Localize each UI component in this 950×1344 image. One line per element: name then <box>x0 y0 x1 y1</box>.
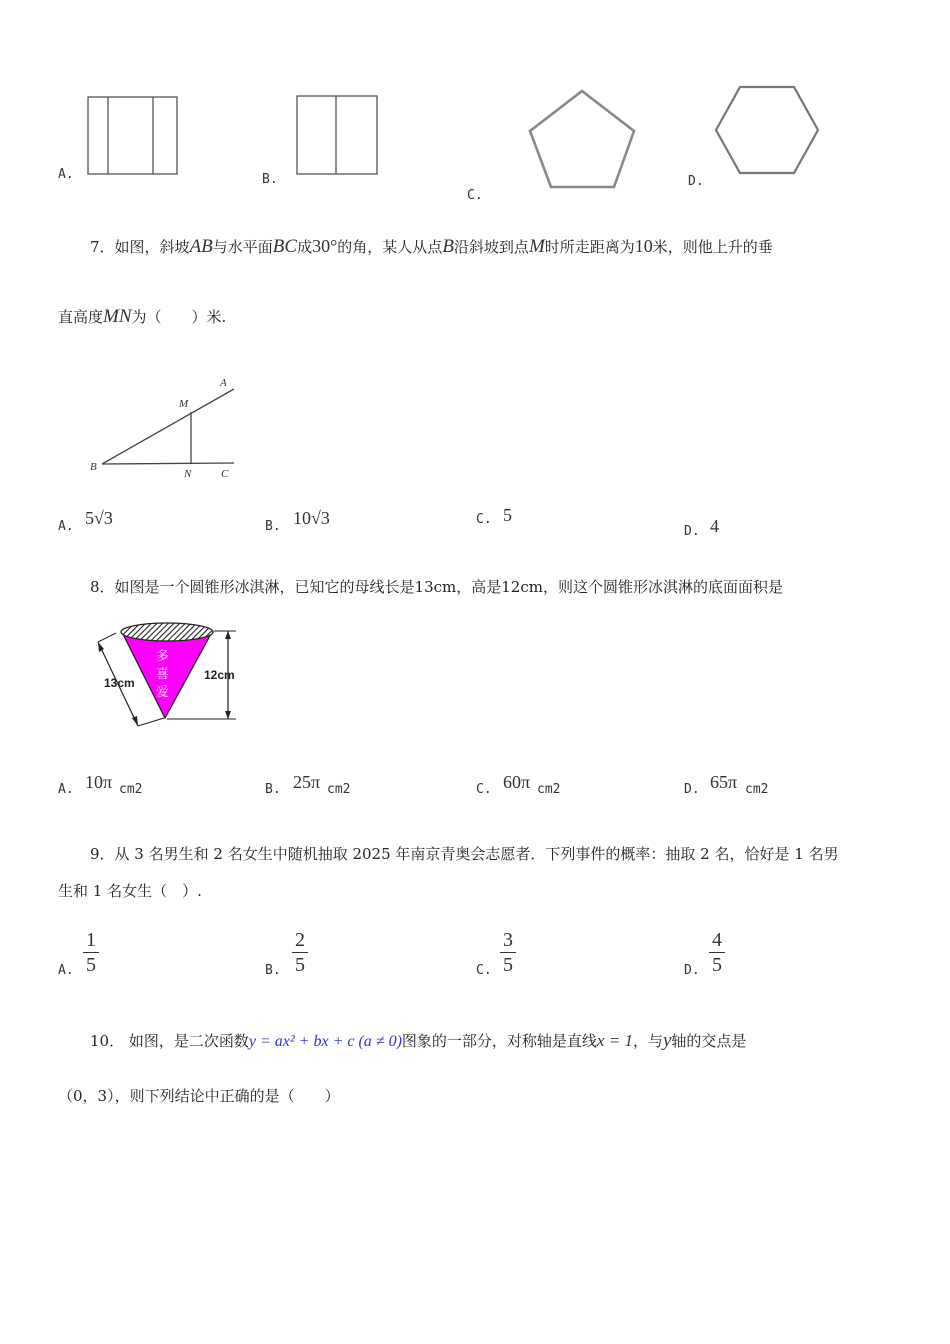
q10-text: 轴的交点是 <box>671 1032 747 1050</box>
q7-text: 为（ ）米. <box>131 308 227 326</box>
q8-cone-figure <box>94 612 254 740</box>
q10-text: 图象的一部分，对称轴是直线 <box>401 1032 597 1050</box>
q8-option-a-label: A. <box>58 782 74 797</box>
q8-number: 8 <box>90 578 100 596</box>
q6-option-d-figure <box>713 84 821 176</box>
q7-label-b: B <box>90 461 97 473</box>
q7-option-b-label: B. <box>265 519 281 534</box>
q7-math-ab: AB <box>189 236 213 257</box>
q8-word-1: 多 <box>156 649 170 664</box>
q7-option-d-value: 4 <box>710 516 719 536</box>
q9-option-a-label: A. <box>58 963 74 978</box>
q7-option-b-value: 10√3 <box>293 508 330 528</box>
q8-option-a-unit: cm2 <box>119 782 143 797</box>
q6-option-a-label: A. <box>58 167 74 182</box>
q7-label-a: A <box>220 377 227 389</box>
q7-option-c-value: 5 <box>503 505 512 525</box>
q9-option-b-label: B. <box>265 963 281 978</box>
q6-option-c-label: C. <box>467 188 483 203</box>
q9-option-c-fraction <box>500 929 516 976</box>
q9-option-d-denominator: 5 <box>712 954 722 976</box>
q9-option-c-label: C. <box>476 963 492 978</box>
q9-option-d-numerator: 4 <box>712 929 722 951</box>
q7-math-angle: 30° <box>312 236 338 256</box>
q7-text: 沿斜坡到点 <box>453 238 529 256</box>
q9-option-d-label: D. <box>684 963 700 978</box>
q8-cone-top <box>121 623 213 641</box>
q7-math-b: B <box>442 236 454 257</box>
q8-option-c-label: C. <box>476 782 492 797</box>
q8-option-b-value: 25π <box>293 772 321 792</box>
q7-line-1 <box>90 236 773 258</box>
q8-option-d-value: 65π <box>710 772 738 792</box>
q9-option-a-numerator: 1 <box>86 929 96 951</box>
q8-option-b-label: B. <box>265 782 281 797</box>
q7-option-c-label: C. <box>476 512 492 527</box>
q8-word-3: 爱 <box>156 685 170 700</box>
q9-option-c-numerator: 3 <box>503 929 513 951</box>
q8-option-d-unit: cm2 <box>745 782 769 797</box>
q10-math-axis: x = 1 <box>596 1031 633 1050</box>
q7-option-a-label: A. <box>58 519 74 534</box>
q8-option-b-unit: cm2 <box>327 782 351 797</box>
q7-option-a-value: 5√3 <box>85 508 113 528</box>
q6-option-a-figure <box>86 96 180 178</box>
q6-option-b-figure <box>296 95 380 177</box>
q8-option-c-value: 60π <box>503 772 531 792</box>
q10-line-2: （0，3），则下列结论中正确的是（ ） <box>58 1087 340 1105</box>
q9-option-d-fraction <box>709 929 725 976</box>
q7-number: 7 <box>90 238 100 256</box>
q8-word-2: 喜 <box>156 667 170 682</box>
q7-line-2 <box>58 306 226 328</box>
q9-option-c-denominator: 5 <box>503 954 513 976</box>
q8-option-a-value: 10π <box>85 772 113 792</box>
q6-option-c-figure <box>526 88 638 192</box>
q9-option-a-fraction <box>83 929 99 976</box>
q9-option-b-denominator: 5 <box>295 954 305 976</box>
q10-math-y: y <box>662 1030 672 1051</box>
q10-formula: y = ax² + bx + c (a ≠ 0) <box>248 1033 402 1050</box>
q8-slant-label: 13cm <box>104 676 135 690</box>
q7-text: ．如图，斜坡 <box>99 238 190 256</box>
q7-label-c: C <box>221 468 229 480</box>
q7-text: 的角，某人从点 <box>337 238 443 256</box>
q7-math-bc: BC <box>272 236 298 257</box>
q9-option-b-fraction <box>292 929 308 976</box>
q8-option-d-label: D. <box>684 782 700 797</box>
q7-label-m: M <box>179 398 189 410</box>
q8-option-c-unit: cm2 <box>537 782 561 797</box>
q6-option-b-label: B. <box>262 172 278 187</box>
q10-text: ，与 <box>632 1032 663 1050</box>
q6-option-d-label: D. <box>688 174 704 189</box>
q9-line-1: 9．从 3 名男生和 2 名女生中随机抽取 2025 年南京青奥会志愿者．下列事件的概率：抽取 2 名，恰好是 1 名男 <box>90 845 839 863</box>
q9-option-b-numerator: 2 <box>295 929 305 951</box>
q7-math-m: M <box>528 236 545 257</box>
q9-option-a-denominator: 5 <box>86 954 96 976</box>
q10-text: ． 如图，是二次函数 <box>109 1032 249 1050</box>
q7-text: 米，则他上升的垂 <box>652 238 773 256</box>
q7-text: 直高度 <box>58 308 104 326</box>
q9-line-2: 生和 1 名女生（ ）. <box>58 882 202 900</box>
q7-math-mn: MN <box>103 306 132 327</box>
q7-math-10: 10 <box>634 236 653 256</box>
q7-text: 与水平面 <box>212 238 273 256</box>
q10-number: 10 <box>90 1032 110 1050</box>
q10-line-1 <box>90 1030 746 1052</box>
q8-line-1 <box>90 576 783 597</box>
q7-option-d-label: D. <box>684 524 700 539</box>
q7-label-n: N <box>184 468 192 480</box>
q8-text: ．如图是一个圆锥形冰淇淋，已知它的母线长是13cm，高是12cm，则这个圆锥形冰淇淋的底面面积是 <box>99 578 783 596</box>
q7-text: 成 <box>297 238 313 256</box>
q8-height-label: 12cm <box>204 668 235 682</box>
q7-text: 时所走距离为 <box>544 238 635 256</box>
q7-slope-figure <box>84 372 244 484</box>
